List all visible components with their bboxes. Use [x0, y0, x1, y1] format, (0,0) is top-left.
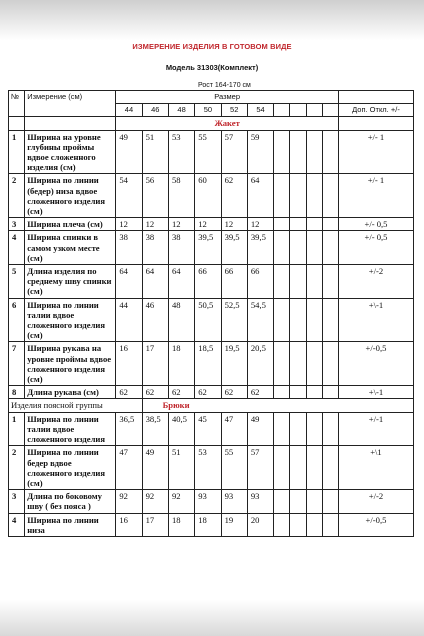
size-value: 62 — [221, 174, 247, 218]
size-value: 93 — [221, 490, 247, 513]
size-value: 57 — [221, 130, 247, 174]
empty-cell — [322, 130, 338, 174]
table-row — [9, 342, 414, 386]
size-value: 12 — [142, 218, 168, 231]
size-value: 12 — [247, 218, 273, 231]
row-number: 5 — [9, 265, 25, 299]
tolerance-value: +/-2 — [338, 490, 413, 513]
size-header: 44 — [116, 104, 142, 117]
size-value: 39,5 — [195, 231, 221, 265]
size-value: 92 — [142, 490, 168, 513]
size-value: 66 — [221, 265, 247, 299]
section-row — [9, 399, 414, 412]
size-header: 50 — [195, 104, 221, 117]
empty-cell — [290, 298, 306, 342]
empty-cell — [274, 218, 290, 231]
size-header: 54 — [247, 104, 273, 117]
empty-cell — [290, 386, 306, 399]
size-value: 18 — [168, 342, 194, 386]
empty-cell — [322, 231, 338, 265]
size-value: 92 — [168, 490, 194, 513]
size-value: 20 — [247, 513, 273, 536]
size-value: 54 — [116, 174, 142, 218]
measure-name: Ширина рукава на уровне проймы вдвое сложенного изделия (см) — [25, 342, 116, 386]
table-row — [9, 231, 414, 265]
size-value: 64 — [142, 265, 168, 299]
size-value: 12 — [168, 218, 194, 231]
empty-cell — [290, 104, 306, 117]
tolerance-value: +/- 1 — [338, 130, 413, 174]
tolerance-value: +/-2 — [338, 265, 413, 299]
tolerance-value: +/-0,5 — [338, 342, 413, 386]
table-row — [9, 386, 414, 399]
measurement-table — [8, 90, 414, 537]
size-value: 93 — [195, 490, 221, 513]
empty-cell — [306, 104, 322, 117]
size-value: 18,5 — [195, 342, 221, 386]
section-pants-label: Брюки — [162, 400, 190, 411]
empty-cell — [274, 412, 290, 446]
empty-cell — [306, 386, 322, 399]
header-row — [9, 91, 414, 104]
empty-cell — [306, 342, 322, 386]
empty-cell — [290, 231, 306, 265]
table-row — [9, 218, 414, 231]
size-value: 53 — [195, 446, 221, 490]
size-value: 62 — [247, 386, 273, 399]
empty-cell — [290, 412, 306, 446]
empty-cell — [322, 342, 338, 386]
empty-cell — [306, 513, 322, 536]
tolerance-value: +/- 0,5 — [338, 218, 413, 231]
size-value: 49 — [142, 446, 168, 490]
size-value: 56 — [142, 174, 168, 218]
row-number: 4 — [9, 231, 25, 265]
empty-cell — [322, 265, 338, 299]
size-value: 49 — [116, 130, 142, 174]
tolerance-value: +/- 1 — [338, 174, 413, 218]
empty-cell — [338, 117, 413, 130]
row-number: 1 — [9, 412, 25, 446]
empty-cell — [322, 446, 338, 490]
size-value: 48 — [168, 298, 194, 342]
size-value: 62 — [221, 386, 247, 399]
size-value: 16 — [116, 342, 142, 386]
size-value: 66 — [195, 265, 221, 299]
tolerance-value: +/-0,5 — [338, 513, 413, 536]
row-number: 3 — [9, 218, 25, 231]
empty-cell — [274, 386, 290, 399]
size-value: 64 — [116, 265, 142, 299]
size-value: 64 — [168, 265, 194, 299]
empty-cell — [306, 412, 322, 446]
size-value: 12 — [116, 218, 142, 231]
size-value: 46 — [142, 298, 168, 342]
empty-cell — [290, 513, 306, 536]
empty-cell — [306, 218, 322, 231]
size-value: 19,5 — [221, 342, 247, 386]
row-number: 2 — [9, 174, 25, 218]
size-value: 17 — [142, 342, 168, 386]
measure-name: Ширина на уровне глубины проймы вдвое сложенного изделия (см) — [25, 130, 116, 174]
empty-cell — [290, 265, 306, 299]
table-row — [9, 130, 414, 174]
empty-cell — [274, 130, 290, 174]
size-value: 39,5 — [221, 231, 247, 265]
section-row — [9, 117, 414, 130]
tolerance-value: +/- 0,5 — [338, 231, 413, 265]
table-row — [9, 174, 414, 218]
empty-cell — [290, 130, 306, 174]
size-value: 93 — [247, 490, 273, 513]
size-value: 53 — [168, 130, 194, 174]
size-value: 52,5 — [221, 298, 247, 342]
size-value: 51 — [168, 446, 194, 490]
empty-cell — [290, 342, 306, 386]
row-number: 3 — [9, 490, 25, 513]
size-value: 47 — [116, 446, 142, 490]
empty-cell — [322, 218, 338, 231]
empty-cell — [274, 513, 290, 536]
document-title: ИЗМЕРЕНИЕ ИЗДЕЛИЯ В ГОТОВОМ ВИДЕ — [132, 42, 292, 51]
header-size: Размер — [116, 91, 339, 104]
empty-cell — [274, 174, 290, 218]
size-value: 44 — [116, 298, 142, 342]
measure-name: Ширина по линии талии вдвое сложенного изделия (см) — [25, 298, 116, 342]
empty-cell — [322, 104, 338, 117]
size-value: 62 — [195, 386, 221, 399]
size-value: 49 — [247, 412, 273, 446]
empty-cell — [290, 490, 306, 513]
section-waist-group — [9, 399, 143, 412]
tolerance-value: +/-1 — [338, 412, 413, 446]
tolerance-value: +\1 — [338, 446, 413, 490]
document-page — [8, 0, 416, 636]
empty-cell — [9, 117, 25, 130]
empty-cell — [274, 104, 290, 117]
header-tolerance: Доп. Откл. +/- — [338, 104, 413, 117]
empty-cell — [322, 490, 338, 513]
measure-name: Ширина по линии (бедер) низа вдвое сложенного изделия (см) — [25, 174, 116, 218]
empty-cell — [274, 342, 290, 386]
empty-cell — [306, 231, 322, 265]
empty-cell — [322, 298, 338, 342]
measure-name: Ширина по линии бедер вдвое сложенного изделия (см) — [25, 446, 116, 490]
section-pants — [142, 399, 413, 412]
row-number: 4 — [9, 513, 25, 536]
size-value: 19 — [221, 513, 247, 536]
table-row — [9, 513, 414, 536]
measure-name: Ширина спинки в самом узком месте (см) — [25, 231, 116, 265]
measure-name: Ширина по линии талии вдвое сложенного изделия — [25, 412, 116, 446]
empty-cell — [274, 446, 290, 490]
empty-cell — [322, 386, 338, 399]
table-row — [9, 490, 414, 513]
empty-cell — [306, 298, 322, 342]
measure-name: Ширина плеча (см) — [25, 218, 116, 231]
empty-cell — [25, 117, 116, 130]
size-value: 20,5 — [247, 342, 273, 386]
size-value: 50,5 — [195, 298, 221, 342]
size-value: 18 — [168, 513, 194, 536]
size-value: 38 — [142, 231, 168, 265]
empty-cell — [322, 513, 338, 536]
size-value: 54,5 — [247, 298, 273, 342]
model-label: Модель 31303(Комплект) — [165, 63, 259, 72]
measure-name: Длина по боковому шву ( без пояса ) — [25, 490, 116, 513]
size-value: 18 — [195, 513, 221, 536]
empty-cell — [274, 265, 290, 299]
empty-cell — [290, 446, 306, 490]
row-number: 6 — [9, 298, 25, 342]
empty-cell — [274, 231, 290, 265]
size-header: 48 — [168, 104, 194, 117]
size-value: 16 — [116, 513, 142, 536]
header-measure: Измерение (см) — [25, 91, 116, 117]
table-row — [9, 265, 414, 299]
table-row — [9, 412, 414, 446]
size-value: 38 — [116, 231, 142, 265]
size-value: 64 — [247, 174, 273, 218]
size-value: 62 — [168, 386, 194, 399]
size-value: 40,5 — [168, 412, 194, 446]
size-value: 55 — [195, 130, 221, 174]
empty-cell — [290, 218, 306, 231]
size-value: 17 — [142, 513, 168, 536]
height-label: Рост 164-170 см — [198, 82, 251, 89]
size-value: 38,5 — [142, 412, 168, 446]
size-value: 51 — [142, 130, 168, 174]
empty-cell — [306, 490, 322, 513]
size-value: 47 — [221, 412, 247, 446]
empty-cell — [322, 412, 338, 446]
size-value: 36,5 — [116, 412, 142, 446]
header-no: № — [9, 91, 25, 117]
size-value: 60 — [195, 174, 221, 218]
empty-cell — [306, 265, 322, 299]
size-value: 62 — [116, 386, 142, 399]
measure-name: Длина изделия по среднему шву спинки (см) — [25, 265, 116, 299]
empty-cell — [322, 174, 338, 218]
size-value: 45 — [195, 412, 221, 446]
size-value: 12 — [221, 218, 247, 231]
empty-cell — [290, 174, 306, 218]
size-value: 55 — [221, 446, 247, 490]
header-empty — [338, 91, 413, 104]
section-waist-label: Изделия поясной группы — [11, 400, 103, 411]
table-row — [9, 446, 414, 490]
empty-cell — [306, 174, 322, 218]
empty-cell — [274, 490, 290, 513]
size-value: 57 — [247, 446, 273, 490]
row-number: 8 — [9, 386, 25, 399]
size-value: 59 — [247, 130, 273, 174]
size-value: 38 — [168, 231, 194, 265]
section-jacket: Жакет — [116, 117, 339, 130]
row-number: 7 — [9, 342, 25, 386]
tolerance-value: +\-1 — [338, 298, 413, 342]
measure-name: Ширина по линии низа — [25, 513, 116, 536]
size-value: 62 — [142, 386, 168, 399]
measure-name: Длина рукава (см) — [25, 386, 116, 399]
empty-cell — [306, 130, 322, 174]
tolerance-value: +\-1 — [338, 386, 413, 399]
size-header: 46 — [142, 104, 168, 117]
size-value: 58 — [168, 174, 194, 218]
size-value: 92 — [116, 490, 142, 513]
size-value: 39,5 — [247, 231, 273, 265]
size-header: 52 — [221, 104, 247, 117]
empty-cell — [306, 446, 322, 490]
table-row — [9, 298, 414, 342]
size-value: 12 — [195, 218, 221, 231]
size-value: 66 — [247, 265, 273, 299]
row-number: 1 — [9, 130, 25, 174]
row-number: 2 — [9, 446, 25, 490]
empty-cell — [274, 298, 290, 342]
